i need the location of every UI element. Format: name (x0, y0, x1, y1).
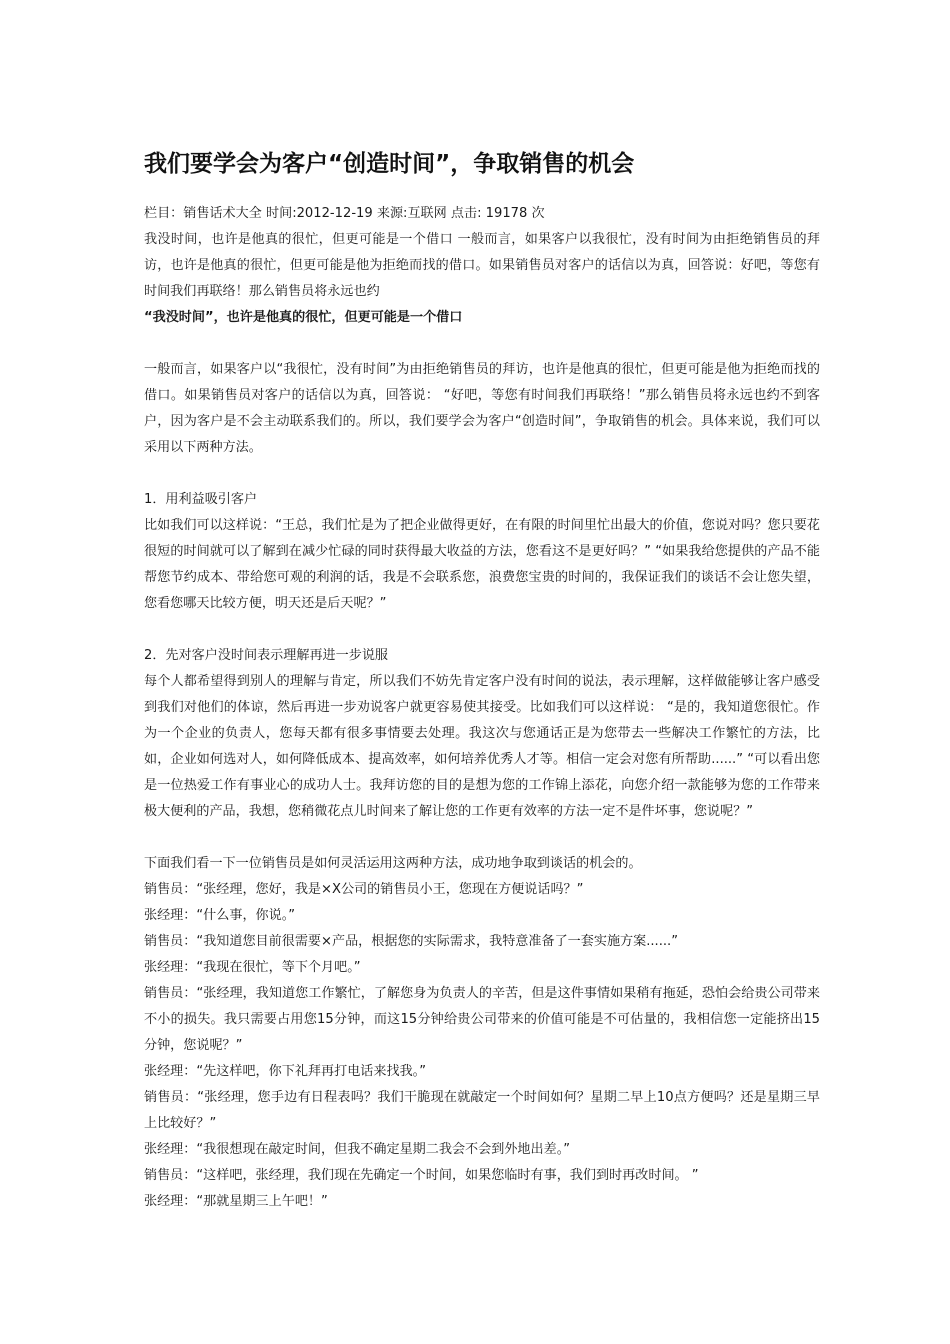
paragraph-gap (144, 825, 820, 851)
dialogue-line: 销售员：“张经理，我知道您工作繁忙，了解您身为负责人的辛苦，但是这件事情如果稍有拖延，恐怕会给贵公司带来不小的损失。我只需要占用您15分钟，而这15分钟给贵公司带来的价值可能是不可估量的，我相信您一定能挤出15分钟，您说呢？” (144, 986, 820, 1053)
dialogue-line: 销售员：“张经理，您好，我是×X公司的销售员小王，您现在方便说话吗？” (144, 882, 584, 897)
paragraph-gap (144, 461, 820, 487)
paragraph-gap (144, 617, 820, 643)
dialogue-intro: 下面我们看一下一位销售员是如何灵活运用这两种方法，成功地争取到谈话的机会的。 (144, 856, 642, 871)
dialogue-line: 张经理：“先这样吧，你下礼拜再打电话来找我。” (144, 1064, 426, 1079)
paragraph-1: 一般而言，如果客户以“我很忙，没有时间”为由拒绝销售员的拜访，也许是他真的很忙，但更可能是他为拒绝而找的借口。如果销售员对客户的话信以为真，回答说： “好吧，等您有时间我们再联络！”那么销售员将永远也约不到客户，因为客户是不会主动联系我们的。所以，我们要学会为客户“创造时间”，争取销售的机会。具体来说，我们可以采用以下两种方法。 (144, 362, 820, 455)
method-1-heading: 1．用利益吸引客户 (144, 492, 258, 507)
paragraph-gap (144, 331, 820, 357)
method-1-body: 比如我们可以这样说：“王总，我们忙是为了把企业做得更好，在有限的时间里忙出最大的价值，您说对吗？您只要花很短的时间就可以了解到在减少忙碌的同时获得最大收益的方法，您看这不是更好吗？” “如果我给您提供的产品不能帮您节约成本、带给您可观的利润的话，我是不会联系您，浪费您宝贵的时间的，我保证我们的谈话不会让您失望，您看您哪天比较方便，明天还是后天呢？” (144, 518, 820, 611)
subheading: “我没时间”，也许是他真的很忙，但更可能是一个借口 (144, 310, 463, 325)
dialogue-line: 张经理：“什么事，你说。” (144, 908, 296, 923)
dialogue-line: 销售员：“我知道您目前很需要×产品，根据您的实际需求，我特意准备了一套实施方案......” (144, 934, 678, 949)
dialogue-line: 张经理：“我很想现在敲定时间，但我不确定星期二我会不会到外地出差。” (144, 1142, 571, 1157)
method-2-body: 每个人都希望得到别人的理解与肯定，所以我们不妨先肯定客户没有时间的说法，表示理解，这样做能够让客户感受到我们对他们的体谅，然后再进一步劝说客户就更容易使其接受。比如我们可以这样说： “是的，我知道您很忙。作为一个企业的负责人，您每天都有很多事情要去处理。我这次与您通话正是为您带去一些解决工作繁忙的方法，比如，企业如何选对人，如何降低成本、提高效率，如何培养优秀人才等。相信一定会对您有所帮助......” “可以看出您是一位热爱工作有事业心的成功人士。我拜访您的目的是想为您的工作锦上添花，向您介绍一款能够为您的工作带来极大便利的产品，我想，您稍微花点儿时间来了解让您的工作更有效率的方法一定不是件坏事，您说呢？” (144, 674, 820, 819)
article-meta: 栏目：销售话术大全 时间:2012-12-19 来源:互联网 点击: 19178 次 (144, 206, 545, 221)
method-2-heading: 2．先对客户没时间表示理解再进一步说服 (144, 648, 389, 663)
dialogue-line: 销售员：“这样吧，张经理，我们现在先确定一个时间，如果您临时有事，我们到时再改时间。 ” (144, 1168, 699, 1183)
article-title: 我们要学会为客户“创造时间”，争取销售的机会 (144, 151, 635, 177)
dialogue-line: 张经理：“我现在很忙，等下个月吧。” (144, 960, 361, 975)
article-body (144, 201, 820, 1215)
intro-paragraph: 我没时间，也许是他真的很忙，但更可能是一个借口 一般而言，如果客户以我很忙，没有时间为由拒绝销售员的拜访，也许是他真的很忙，但更可能是他为拒绝而找的借口。如果销售员对客户的话信以为真，回答说：好吧，等您有时间我们再联络！那么销售员将永远也约 (144, 232, 820, 299)
dialogue-line: 销售员：“张经理，您手边有日程表吗？我们干脆现在就敲定一个时间如何？星期二早上10点方便吗？还是星期三早上比较好？” (144, 1090, 820, 1131)
dialogue-line: 张经理：“那就星期三上午吧！” (144, 1194, 328, 1209)
